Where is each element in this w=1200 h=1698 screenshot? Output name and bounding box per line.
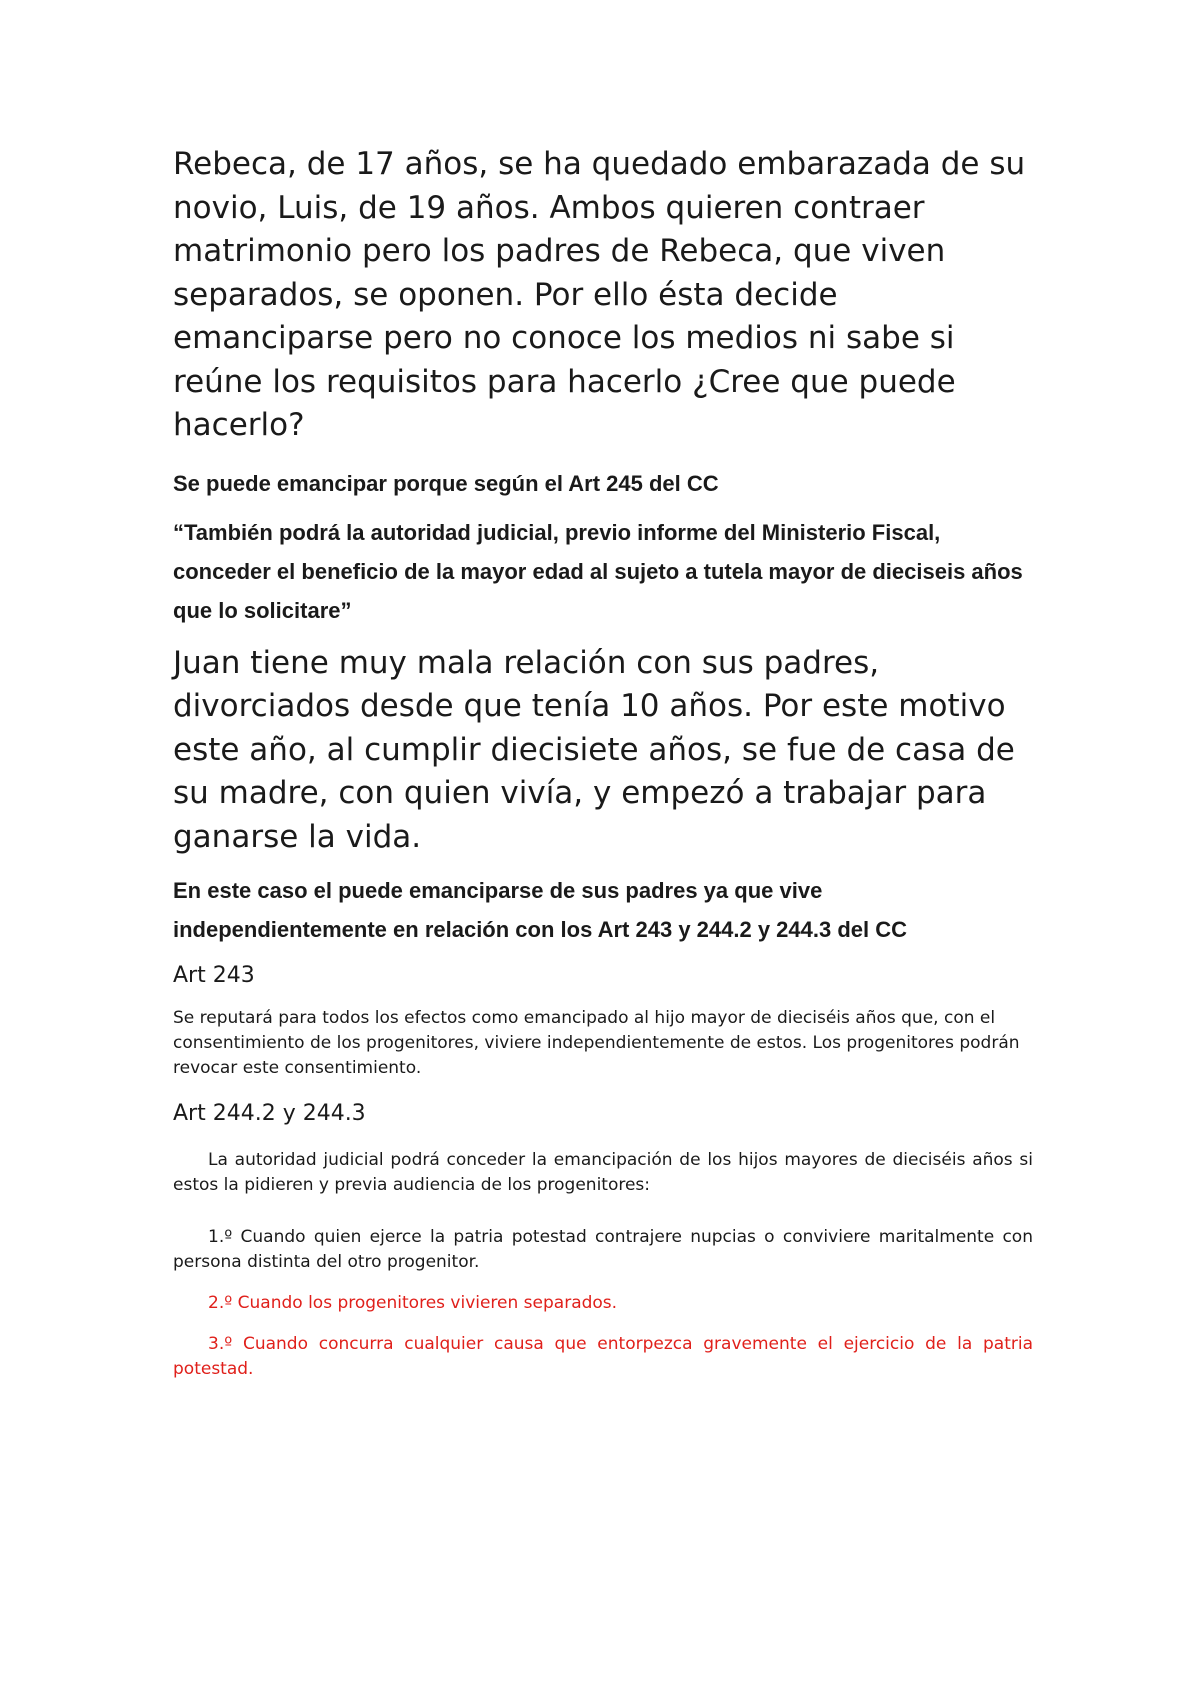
art-243-text: Se reputará para todos los efectos como emancipado al hijo mayor de dieciséis años que, con el consentimiento de los progenitores, viviere independientemente de estos. Los progenitores podrán revocar este consentimiento. bbox=[173, 1008, 1020, 1078]
art-244-heading: Art 244.2 y 244.3 bbox=[173, 1101, 366, 1126]
art-244-intro: La autoridad judicial podrá conceder la emancipación de los hijos mayores de dieciséis años si estos la pidieren y previa audiencia de los progenitores: bbox=[173, 1150, 1033, 1195]
question-2: Juan tiene muy mala relación con sus padres, divorciados desde que tenía 10 años. Por este motivo este año, al cumplir diecisiete años, se fue de casa de su madre, con quien vivía, y empezó a trabajar para ganarse la vida. bbox=[173, 644, 1015, 855]
art-244-item-1: 1.º Cuando quien ejerce la patria potestad contrajere nupcias o conviviere maritalmente con persona distinta del otro progenitor. bbox=[173, 1227, 1033, 1272]
art-243-heading: Art 243 bbox=[173, 963, 255, 988]
answer-2: En este caso el puede emanciparse de sus padres ya que vive independientemente en relación con los Art 243 y 244.2 y 244.3 del CC bbox=[173, 878, 908, 942]
art-244-item-2: 2.º Cuando los progenitores vivieren separados. bbox=[208, 1293, 618, 1313]
document-body bbox=[173, 143, 1033, 1382]
answer-1-intro: Se puede emancipar porque según el Art 245 del CC bbox=[173, 470, 719, 496]
answer-1-quote: “También podrá la autoridad judicial, previo informe del Ministerio Fiscal, conceder el beneficio de la mayor edad al sujeto a tutela mayor de dieciseis años que lo solicitare” bbox=[173, 519, 1023, 623]
question-1: Rebeca, de 17 años, se ha quedado embarazada de su novio, Luis, de 19 años. Ambos quieren contraer matrimonio pero los padres de Rebeca, que viven separados, se oponen. Por ello ésta decide emanciparse pero no conoce los medios ni sabe si reúne los requisitos para hacerlo ¿Cree que puede hacerlo? bbox=[173, 146, 1026, 443]
art-244-item-3: 3.º Cuando concurra cualquier causa que entorpezca gravemente el ejercicio de la patria potestad. bbox=[173, 1334, 1033, 1379]
